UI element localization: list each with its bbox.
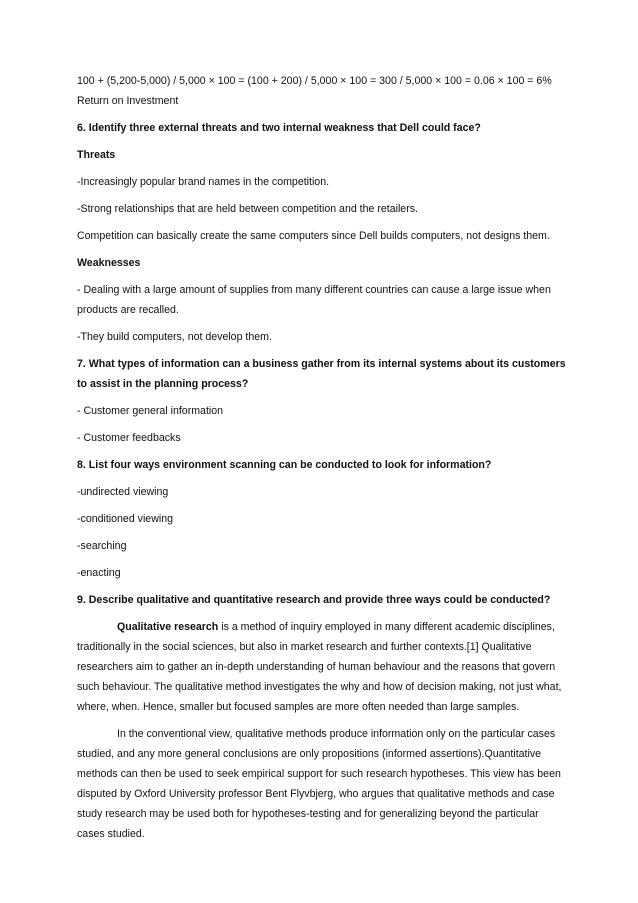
threat-item: Competition can basically create the same computers since Dell builds computers, not designs them.: [77, 230, 550, 242]
list-item: -searching: [77, 540, 127, 552]
roi-label: Return on Investment: [77, 95, 179, 107]
list-item: - Customer general information: [77, 405, 224, 417]
roi-formula: 100 + (5,200-5,000) / 5,000 × 100 = (100 + 200) / 5,000 × 100 = 300 / 5,000 × 100 = 0.06 × 100 = 6%: [77, 75, 552, 87]
weakness-item: -They build computers, not develop them.: [77, 331, 272, 343]
list-item: -conditioned viewing: [77, 513, 173, 525]
qualitative-paragraph: [77, 617, 567, 717]
qualitative-text: is a method of inquiry employed in many different academic disciplines, traditionally in the social sciences, but also in market research and further contexts.[1] Qualitative researchers aim to gather an in-depth understanding of human behaviour and the reasons that govern such behaviour. The qualitative method investigates the why and how of decision making, not just what, where, when. Hence, smaller but focused samples are more often needed than large samples.: [77, 621, 562, 713]
question-8-heading: 8. List four ways environment scanning can be conducted to look for information?: [77, 459, 492, 471]
list-item: -enacting: [77, 567, 121, 579]
list-item: - Customer feedbacks: [77, 432, 181, 444]
question-9-heading: 9. Describe qualitative and quantitative research and provide three ways could be conducted?: [77, 594, 551, 606]
list-item: -undirected viewing: [77, 486, 169, 498]
threats-label: Threats: [77, 149, 116, 161]
threat-item: -Strong relationships that are held between competition and the retailers.: [77, 203, 418, 215]
question-7-heading: 7. What types of information can a business gather from its internal systems about its customers to assist in the planning process?: [77, 358, 566, 390]
weakness-item: - Dealing with a large amount of supplies from many different countries can cause a large issue when products are recalled.: [77, 284, 551, 316]
threat-item: -Increasingly popular brand names in the competition.: [77, 176, 330, 188]
question-6-heading: 6. Identify three external threats and two internal weakness that Dell could face?: [77, 122, 481, 134]
document-body: [77, 71, 567, 844]
conventional-view-paragraph: In the conventional view, qualitative methods produce information only on the particular cases studied, and any more general conclusions are only propositions (informed assertions).Quantitative methods can then be used to seek empirical support for such research hypotheses. This view has been disputed by Oxford University professor Bent Flyvbjerg, who argues that qualitative methods and case study research may be used both for hypotheses-testing and for generalizing beyond the particular cases studied.: [77, 728, 561, 840]
weaknesses-label: Weaknesses: [77, 257, 141, 269]
qualitative-term: Qualitative research: [117, 621, 219, 633]
